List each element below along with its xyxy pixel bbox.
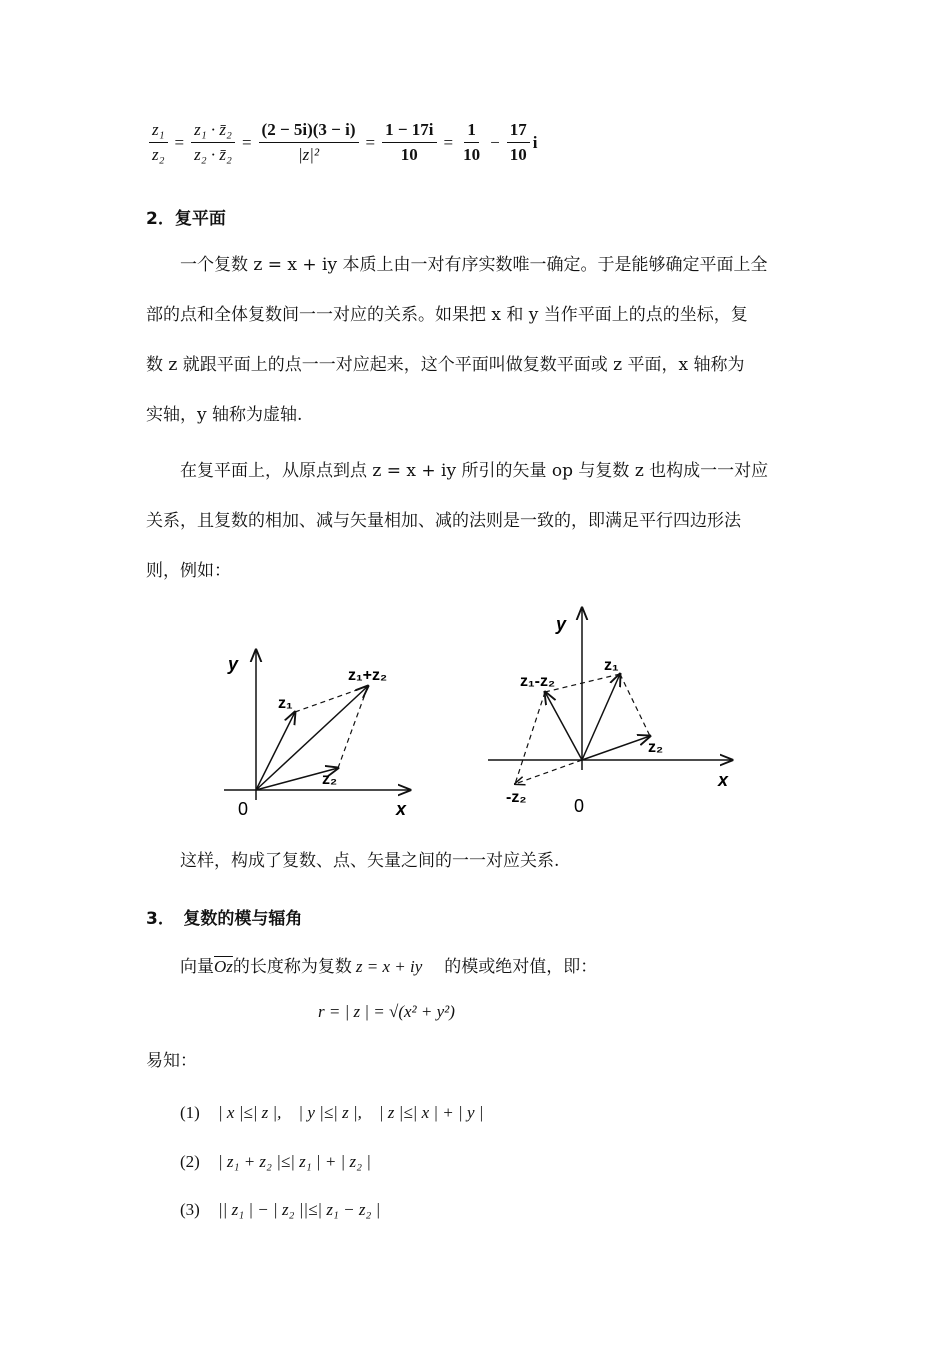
label-sum: z₁+z₂ — [348, 667, 388, 684]
denominator: z₂ — [152, 145, 165, 164]
dashed-edge — [620, 674, 650, 736]
text-fragment: 向量 — [180, 957, 214, 977]
list-item — [180, 1152, 483, 1200]
denominator: 10 — [463, 145, 481, 164]
frac-result — [382, 120, 436, 165]
equals-sign: = — [174, 132, 185, 152]
numerator: z₁ — [149, 120, 168, 143]
section-2-paragraph-2 — [146, 446, 806, 596]
item-number: (2) — [180, 1152, 200, 1171]
vector-oz: $\overline{Oz}$ — [214, 957, 233, 976]
minus-sign: − — [490, 132, 500, 152]
numerator: (2 − 5i)(3 − i) — [259, 120, 359, 143]
denominator: 10 — [509, 145, 527, 164]
x-axis-label: x — [396, 799, 407, 819]
frac-conjugate — [191, 120, 235, 165]
y-axis-label: y — [556, 614, 567, 634]
figure-caption: 这样，构成了复数、点、矢量之间的一一对应关系. — [180, 851, 560, 871]
numerator: 17 — [507, 120, 530, 143]
section-2-heading: 2．复平面 — [146, 209, 226, 229]
complex-plane-figures — [0, 600, 950, 830]
origin-label: 0 — [574, 796, 585, 816]
equals-sign: = — [443, 132, 454, 152]
vector-neg-z2 — [515, 760, 582, 784]
text-line: 则，例如： — [146, 561, 231, 581]
fraction-formula — [146, 120, 537, 165]
label-difference: z₁-z₂ — [520, 673, 556, 690]
label-z2: z₂ — [322, 771, 338, 788]
frac-z1-over-z2 — [149, 120, 168, 165]
frac-real — [460, 120, 483, 165]
complex-expression: z = x + iy — [355, 957, 423, 976]
text-fragment: 的模或绝对值，即： — [444, 957, 598, 977]
vector-difference — [545, 692, 582, 760]
label-z1: z₁ — [604, 657, 619, 674]
text-line: 一个复数 z = x + iy 本质上由一对有序实数唯一确定。于是能够确定平面上全 — [180, 255, 768, 275]
text-line: 实轴，y 轴称为虚轴. — [146, 405, 303, 425]
origin-label: 0 — [238, 799, 249, 819]
vector-z1 — [582, 674, 620, 760]
modulus-formula: r = | z | = √(x² + y²) — [318, 1002, 455, 1021]
frac-product — [259, 120, 359, 165]
label-z2: z₂ — [648, 739, 664, 756]
denominator: |z|² — [297, 145, 320, 164]
numerator: 1 − 17i — [382, 120, 436, 143]
label-neg-z2: -z₂ — [506, 789, 527, 806]
equals-sign: = — [241, 132, 252, 152]
vector-z2 — [582, 736, 650, 760]
text-line: 数 z 就跟平面上的点一一对应起来，这个平面叫做复数平面或 z 平面，x 轴称为 — [146, 355, 745, 375]
text-line: 在复平面上，从原点到点 z = x + iy 所引的矢量 op 与复数 z 也构成一一对应 — [180, 461, 769, 481]
y-axis-label: y — [228, 654, 239, 674]
denominator: 10 — [400, 145, 418, 164]
dashed-edge — [515, 692, 545, 784]
section-3-heading: 3． 复数的模与辐角 — [146, 909, 303, 929]
x-axis-label: x — [718, 770, 729, 790]
frac-imag — [507, 120, 530, 165]
text-line: 部的点和全体复数间一一对应的关系。如果把 x 和 y 当作平面上的点的坐标，复 — [146, 305, 748, 325]
section-2-paragraph-1 — [146, 240, 806, 440]
item-number: (3) — [180, 1200, 200, 1219]
figure-addition — [224, 650, 410, 819]
dashed-edge — [295, 686, 368, 712]
easy-to-know: 易知： — [146, 1051, 197, 1071]
list-item — [180, 1200, 483, 1248]
numerator: z₁ · z̄₂ — [191, 120, 235, 143]
denominator: z₂ · z̄₂ — [194, 145, 232, 164]
item-number: (1) — [180, 1103, 200, 1122]
item-text: || z₁ | − | z₂ ||≤| z₁ − z₂ | — [218, 1200, 381, 1219]
dashed-edge — [338, 686, 368, 768]
equals-sign: = — [365, 132, 376, 152]
item-text: | z₁ + z₂ |≤| z₁ | + | z₂ | — [218, 1152, 371, 1171]
label-z1: z₁ — [278, 695, 293, 712]
inequality-list — [180, 1098, 483, 1248]
item-text: | x |≤| z |, | y |≤| z |, | z |≤| x | + | y | — [218, 1103, 484, 1122]
numerator: 1 — [464, 120, 479, 143]
text-line: 关系，且复数的相加、减与矢量相加、减的法则是一致的，即满足平行四边形法 — [146, 511, 741, 531]
imaginary-unit: i — [532, 132, 538, 152]
list-item — [180, 1098, 483, 1152]
text-fragment: 的长度称为复数 — [232, 957, 352, 977]
figure-subtraction — [488, 608, 732, 816]
modulus-definition — [180, 942, 780, 992]
vector-z1 — [256, 712, 295, 790]
